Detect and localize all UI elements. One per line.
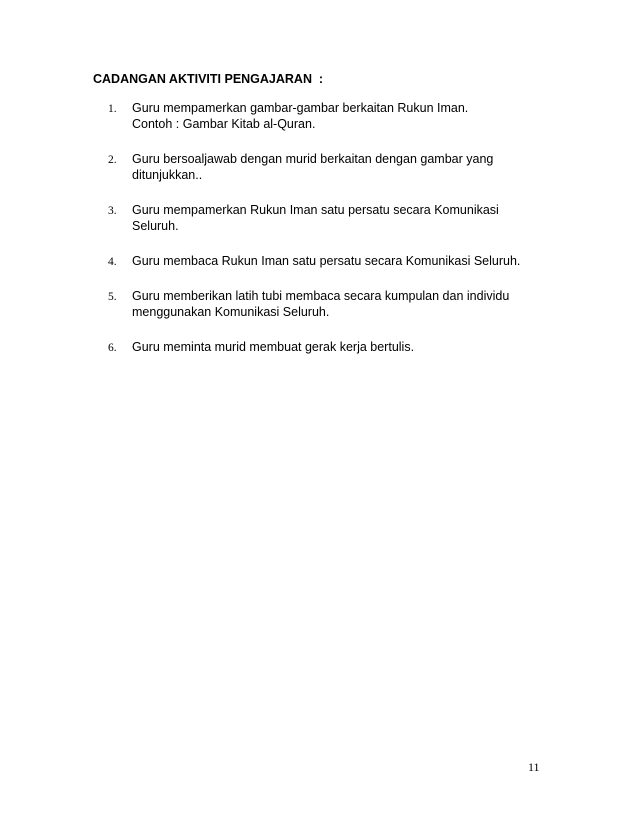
page-number: 11 — [528, 760, 540, 774]
item-text-line: Guru membaca Rukun Iman satu persatu secara Komunikasi Seluruh. — [132, 254, 521, 268]
item-number: 1. — [108, 103, 117, 115]
item-text-line: Guru mempamerkan Rukun Iman satu persatu secara Komunikasi — [132, 203, 499, 217]
list-item — [108, 151, 568, 183]
item-text-line: Guru mempamerkan gambar-gambar berkaitan Rukun Iman. — [132, 101, 469, 115]
item-number: 2. — [108, 154, 117, 166]
item-number: 4. — [108, 256, 117, 268]
item-number: 6. — [108, 342, 117, 354]
item-text-line: Guru meminta murid membuat gerak kerja bertulis. — [132, 340, 415, 354]
section-heading: CADANGAN AKTIVITI PENGAJARAN : — [93, 72, 324, 86]
item-text-line: Seluruh. — [132, 219, 179, 233]
item-text-line: menggunakan Komunikasi Seluruh. — [132, 305, 330, 319]
item-text-line: ditunjukkan.. — [132, 168, 203, 182]
list-item — [108, 253, 568, 269]
activity-list — [108, 100, 568, 374]
item-number: 5. — [108, 291, 117, 303]
item-number: 3. — [108, 205, 117, 217]
list-item — [108, 100, 568, 132]
item-text-line: Guru bersoaljawab dengan murid berkaitan dengan gambar yang — [132, 152, 494, 166]
item-text-line: Contoh : Gambar Kitab al-Quran. — [132, 117, 316, 131]
list-item — [108, 202, 568, 234]
item-text-line: Guru memberikan latih tubi membaca secara kumpulan dan individu — [132, 289, 510, 303]
list-item — [108, 339, 568, 355]
list-item — [108, 288, 568, 320]
